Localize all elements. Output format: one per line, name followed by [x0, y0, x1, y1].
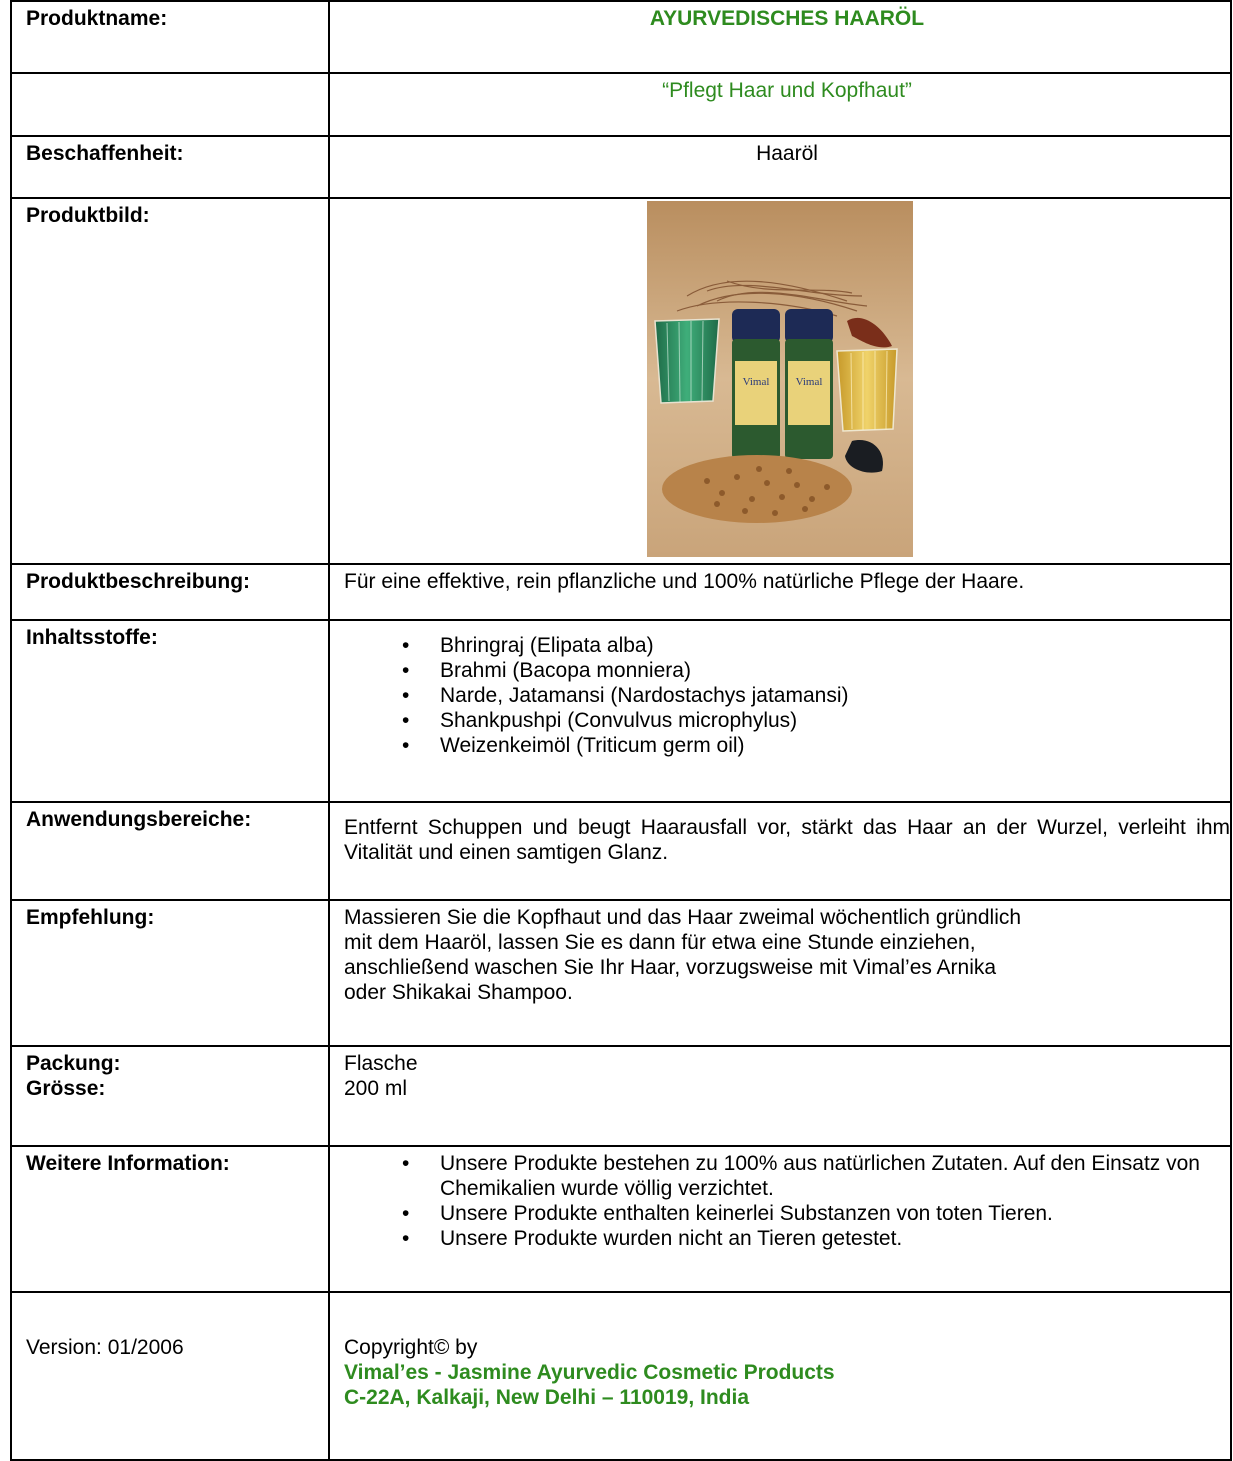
list-item: [344, 658, 1230, 683]
info-text: Unsere Produkte bestehen zu 100% aus natürlichen Zutaten. Auf den Einsatz von Chemikalien wurde völlig verzichtet.: [440, 1152, 1200, 1200]
label-recommendation: Empfehlung:: [11, 900, 329, 1046]
ingredients-list: [344, 633, 1230, 758]
info-cell: [329, 1146, 1231, 1292]
bullet-icon: •: [402, 1227, 410, 1250]
row-consistency: [11, 136, 1231, 198]
description-text: Für eine effektive, rein pflanzliche und 100% natürliche Pflege der Haare.: [329, 564, 1231, 620]
list-item: [344, 633, 1230, 658]
label-packaging-type: Packung:: [26, 1052, 121, 1075]
label-consistency: Beschaffenheit:: [11, 136, 329, 198]
bullet-icon: •: [402, 1202, 410, 1225]
recommendation-text: [329, 900, 1231, 1046]
bullet-icon: •: [402, 659, 410, 682]
usage-text: Entfernt Schuppen und beugt Haarausfall vor, stärkt das Haar an der Wurzel, verleiht ihm Vitalität und einen samtigen Glanz.: [329, 802, 1231, 900]
row-usage: [11, 802, 1231, 900]
svg-text:Vimal: Vimal: [742, 376, 770, 388]
list-item: [344, 708, 1230, 733]
list-item: [344, 733, 1230, 758]
label-packaging: [11, 1046, 329, 1146]
bullet-icon: •: [402, 709, 410, 732]
ingredient-text: Narde, Jatamansi (Nardostachys jatamansi): [440, 684, 849, 707]
row-slogan: [11, 73, 1231, 136]
label-size: Grösse:: [26, 1077, 106, 1100]
recommendation-line: mit dem Haaröl, lassen Sie es dann für etwa eine Stunde einziehen,: [344, 931, 976, 954]
bullet-icon: •: [402, 1152, 410, 1175]
packaging-type: Flasche: [344, 1052, 418, 1075]
label-image: Produktbild:: [11, 198, 329, 564]
recommendation-line: oder Shikakai Shampoo.: [344, 981, 573, 1004]
company-name: Vimal’es - Jasmine Ayurvedic Cosmetic Products: [344, 1361, 835, 1384]
bullet-icon: •: [402, 684, 410, 707]
label-empty: [11, 73, 329, 136]
label-ingredients: Inhaltsstoffe:: [11, 620, 329, 802]
label-description: Produktbeschreibung:: [11, 564, 329, 620]
product-slogan: “Pflegt Haar und Kopfhaut”: [329, 73, 1231, 136]
label-usage: Anwendungsbereiche:: [11, 802, 329, 900]
ingredients-cell: [329, 620, 1231, 802]
company-address: C-22A, Kalkaji, New Delhi – 110019, India: [344, 1386, 750, 1409]
bullet-icon: •: [402, 634, 410, 657]
copyright-cell: [329, 1292, 1231, 1460]
row-packaging: [11, 1046, 1231, 1146]
row-footer: [11, 1292, 1231, 1460]
row-image: [11, 198, 1231, 564]
list-item: [344, 1201, 1220, 1226]
consistency-value: Haaröl: [329, 136, 1231, 198]
row-product-name: [11, 1, 1231, 73]
ingredient-text: Shankpushpi (Convulvus microphylus): [440, 709, 798, 732]
label-product-name: Produktname:: [11, 1, 329, 73]
product-spec-table: [10, 0, 1232, 1461]
copyright-text: Copyright© by: [344, 1336, 478, 1359]
recommendation-line: Massieren Sie die Kopfhaut und das Haar zweimal wöchentlich gründlich: [344, 906, 1022, 929]
row-ingredients: [11, 620, 1231, 802]
product-name: AYURVEDISCHES HAARÖL: [329, 1, 1231, 73]
row-recommendation: [11, 900, 1231, 1046]
ingredient-text: Brahmi (Bacopa monniera): [440, 659, 691, 682]
label-info: Weitere Information:: [11, 1146, 329, 1292]
list-item: [344, 1151, 1220, 1201]
row-info: [11, 1146, 1231, 1292]
ingredient-text: Bhringraj (Elipata alba): [440, 634, 654, 657]
info-list: [344, 1151, 1220, 1251]
row-description: [11, 564, 1231, 620]
product-photo: [647, 201, 913, 557]
info-text: Unsere Produkte enthalten keinerlei Substanzen von toten Tieren.: [440, 1202, 1053, 1225]
packaging-size: 200 ml: [344, 1077, 408, 1100]
product-image-cell: [329, 198, 1231, 564]
bullet-icon: •: [402, 734, 410, 757]
list-item: [344, 1226, 1220, 1251]
packaging-values: [329, 1046, 1231, 1146]
recommendation-line: anschließend waschen Sie Ihr Haar, vorzugsweise mit Vimal’es Arnika: [344, 956, 997, 979]
info-text: Unsere Produkte wurden nicht an Tieren getestet.: [440, 1227, 903, 1250]
svg-text:Vimal: Vimal: [795, 376, 823, 388]
ingredient-text: Weizenkeimöl (Triticum germ oil): [440, 734, 745, 757]
version-text: Version: 01/2006: [11, 1292, 329, 1460]
list-item: [344, 683, 1230, 708]
